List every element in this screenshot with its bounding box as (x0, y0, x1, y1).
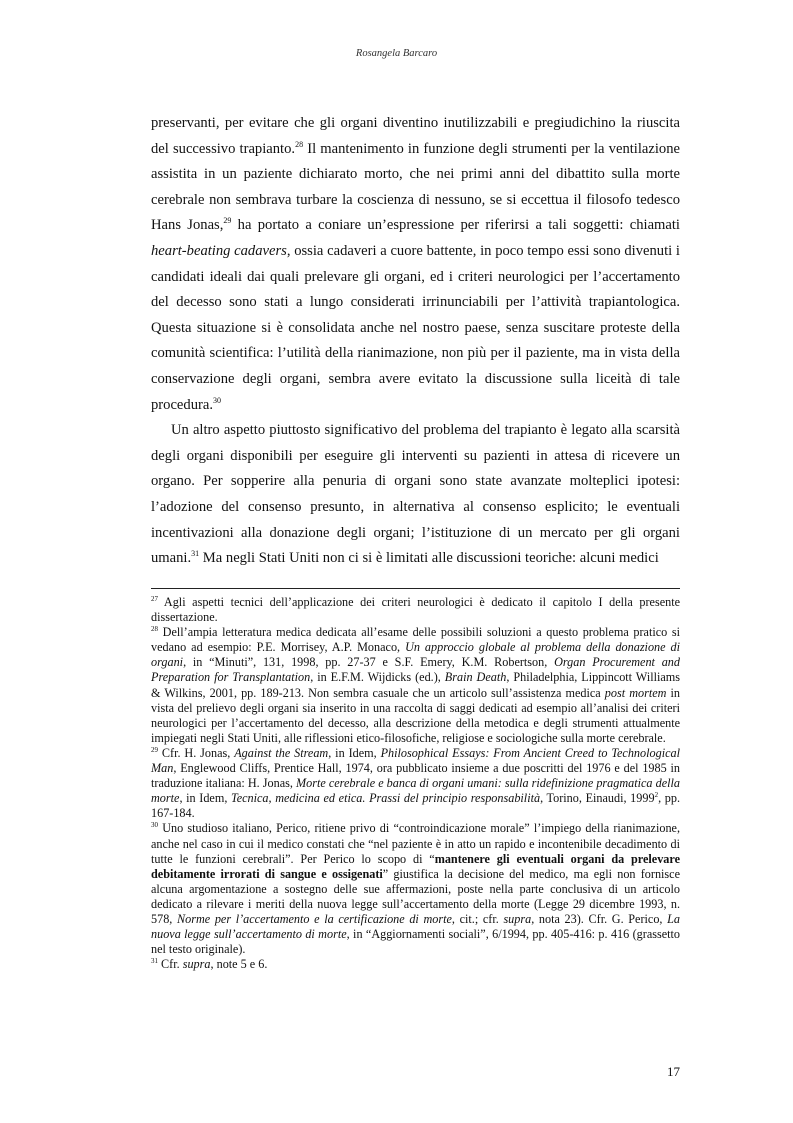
italic-term: supra (503, 911, 532, 926)
running-header-author: Rosangela Barcaro (355, 48, 438, 59)
text-run: Il mantenimento in funzione degli strumenti per la ventilazione assistita in un paziente dichiarato morto, che nei primi anni del dibattito sulla morte cerebrale non sembrava turbare la coscienza di nessuno, se si eccettua il filosofo tedesco Hans Jonas, (151, 140, 680, 234)
text-run: , Torino, Einaudi, 1999 (540, 791, 655, 806)
footnote-number: 31 (151, 957, 158, 966)
text-run: Cfr. (158, 957, 183, 972)
text-run: Un altro aspetto piuttosto significativo del problema del trapianto è legato alla scarsità degli organi disponibili per eseguire gli interventi su pazienti in attesa di ricevere un organo. Per sopperire alla penuria di organi sono state avanzate molteplici ipotesi: l’adozione del consenso presunto, in alternativa al consenso esplicito; le eventuali incentivazioni alla donazione degli organi; l’istituzione di un mercato per gli organi umani. (151, 422, 680, 567)
text-run: , note 5 e 6. (210, 957, 268, 972)
text-run: , cit.; cfr. (451, 911, 504, 926)
text-run: , Philadelphia, Lippincott Williams & Wilkins, 2001, pp. 189-213. Non sembra casuale che un articolo sull’assistenza medica (151, 670, 681, 700)
footnote-number: 30 (151, 821, 158, 830)
text-run: Dell’ampia letteratura medica dedicata all’esame delle possibili soluzioni a questo problema pratico si vedano ad esempio: P.E. Morrisey, A.P. Monaco, (151, 625, 680, 655)
text-run: Cfr. H. Jonas, (158, 745, 235, 760)
italic-title: Tecnica, medicina ed etica. Prassi del principio responsabilità (231, 791, 541, 806)
footnote-ref-31[interactable]: 31 (191, 549, 200, 559)
text-run: , ossia cadaveri a cuore battente, in poco tempo essi sono divenuti i candidati ideali dai quali prelevare gli organi, ed i criteri neurologici per l’accertamento del decesso sono stati a lungo considerati irrinunciabili per l’attività trapiantologica. Questa situazione si è consolidata anche nel nostro paese, senza suscitare proteste della comunità scientifica: l’utilità della rianimazione, non più per il paziente, ma in vista della conservazione degli organi, sembra avere evitato la discussione sulla liceità di tale procedura. (151, 242, 680, 413)
footnotes (151, 595, 680, 972)
text-run: Agli aspetti tecnici dell’applicazione dei criteri neurologici è dedicato il capitolo I della presente dissertazione. (151, 595, 680, 625)
italic-title: Norme per l’accertamento e la certificazione di morte (176, 911, 452, 926)
footnote-number: 27 (151, 595, 158, 603)
italic-term: heart-beating cadavers (151, 242, 287, 259)
text-run: preservanti, per evitare che gli organi diventino inutilizzabili e pregiudichino la riuscita del successivo trapianto. (151, 115, 680, 157)
text-run: , pp. 167-184. (151, 791, 680, 821)
text-run: ha portato a coniare un’espressione per riferirsi a tali soggetti: chiamati (231, 217, 680, 234)
paragraph-2 (151, 418, 680, 572)
text-run: , in “Aggiornamenti sociali”, 6/1994, pp. 405-416: p. 416 (grassetto nel testo originale). (151, 927, 680, 957)
bold-quote: mantenere gli eventuali organi da prelevare debitamente irrorati di sangue e ossigenati (151, 851, 680, 881)
italic-title: Brain Death (444, 670, 507, 685)
italic-term: post mortem (604, 685, 667, 700)
page-number: 17 (667, 1064, 680, 1079)
text-run: in vista del prelievo degli organi sia inserito in una raccolta di saggi dedicati ad esempio all’analisi dei criteri neurologici per l’accertamento del decesso, alla descrizione della metodica e degli strumenti attualmente impiegati negli Stati Uniti, alle riflessioni etico-filosofiche, religiose e sociologiche sulla morte cerebrale. (151, 685, 681, 745)
footnote-ref-29[interactable]: 29 (223, 216, 232, 226)
footnote-ref-30[interactable]: 30 (213, 395, 221, 405)
footnote-27 (151, 595, 680, 625)
footnote-separator (151, 588, 680, 589)
footnote-ref-28[interactable]: 28 (295, 139, 304, 149)
edition-superscript: 2 (654, 791, 659, 800)
footnote-number: 29 (151, 745, 158, 754)
text-run: , in Idem, (179, 791, 232, 806)
paragraph-1 (151, 111, 680, 418)
text-run: , nota 23). Cfr. G. Perico, (531, 911, 668, 926)
main-text (151, 111, 680, 572)
italic-term: supra (182, 957, 211, 972)
footnote-31 (151, 957, 680, 972)
italic-title: Morte cerebrale e banca di organi umani: sulla ridefinizione pragmatica della morte (151, 776, 680, 806)
text-run: Ma negli Stati Uniti non ci si è limitati alle discussioni teoriche: alcuni medici (199, 550, 659, 567)
italic-title: Un approccio globale al problema della donazione di organi (151, 640, 680, 670)
text-run: , Englewood Cliffs, Prentice Hall, 1974, ora pubblicato insieme a due poscritti del 1976 e del 1985 in traduzione italiana: H. Jonas, (151, 761, 680, 791)
text-run: , in Idem, (328, 745, 381, 760)
footnote-number: 28 (151, 625, 158, 634)
italic-title: Philosophical Essays: From Ancient Creed to Technological Man (151, 745, 680, 776)
text-run: , in “Minuti”, 131, 1998, pp. 27-37 e S.F. Emery, K.M. Robertson, (183, 655, 555, 670)
footnote-30 (151, 821, 680, 957)
footnote-28 (151, 625, 680, 746)
italic-title: La nuova legge sull’accertamento di morte (151, 911, 680, 942)
text-run: ” giustifica la decisione del medico, ma egli non fornisce alcuna argomentazione a sostegno delle sue affermazioni, poste nella parte conclusiva di un articolo dedicato a rilevare i meriti della nuova legge sull’accertamento della morte (Legge 29 dicembre 1993, n. 578, (151, 866, 680, 926)
footnote-29 (151, 746, 680, 821)
italic-title: Against the Stream (234, 745, 329, 760)
italic-title: Organ Procurement and Preparation for Transplantation (151, 655, 680, 685)
text-run: Uno studioso italiano, Perico, ritiene privo di “controindicazione morale” l’impiego della rianimazione, anche nel caso in cui il medico constati che “nel paziente è in atto un rapido e incontenibile decadimento di tutte le funzioni cerebrali”. Per Perico lo scopo di “ (151, 821, 680, 866)
text-run: , in E.F.M. Wijdicks (ed.), (310, 670, 445, 685)
